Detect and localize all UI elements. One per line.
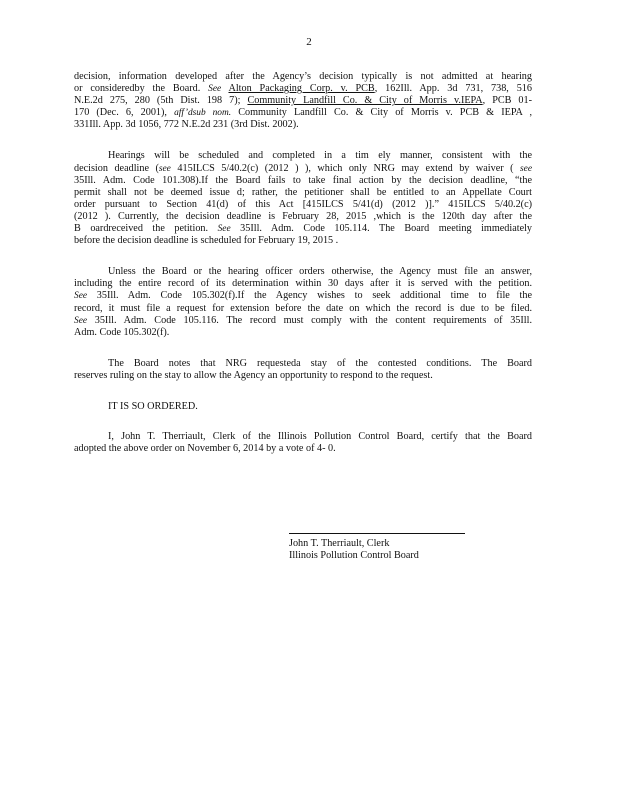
- citation-signal: See: [74, 291, 88, 302]
- text-line: [74, 83, 532, 95]
- text-line: 331Ill. App. 3d 1056, 772 N.E.2d 231 (3rd Dist. 2002).: [74, 119, 299, 131]
- text-line: adopted the above order on November 6, 2014 by a vote of 4- 0.: [74, 443, 336, 455]
- paragraph-agency-answer: [74, 266, 532, 339]
- citation-signal: See: [217, 224, 231, 235]
- text-run: , 162Ill. App. 3d 731, 738, 516: [374, 83, 532, 95]
- text-line: 35Ill. Adm. Code 101.308).If the Board fails to take final action by the decision deadline, “the: [74, 174, 532, 186]
- citation-signal: aff’dsub nom.: [174, 108, 232, 119]
- text-run: Community Landfill Co. & City of Morris v. PCB & IEPA ,: [238, 107, 533, 119]
- paragraph-certification: [74, 431, 532, 455]
- text-line: [74, 107, 532, 119]
- text-line: Hearings will be scheduled and completed in a tim ely manner, consistent with the: [108, 150, 532, 162]
- text-run: 35Ill. Adm. Code 105.116. The record must comply with the content requirements of 35Ill.: [94, 314, 533, 326]
- text-run: 415ILCS 5/40.2(c) (2012 ) ), which only NRG may extend by waiver (: [177, 162, 514, 174]
- text-line: record, it must file a request for extension before the date on which the record is due to be filed.: [74, 302, 532, 314]
- text-run: or consideredby the Board.: [74, 83, 201, 95]
- text-line: decision, information developed after the Agency’s decision typically is not admitted at hearing: [74, 71, 532, 82]
- signatory-organization: Illinois Pollution Control Board: [289, 550, 419, 561]
- citation-signal: see: [520, 163, 533, 174]
- case-name: Community Landfill Co. & City of Morris v.IEPA: [247, 95, 483, 107]
- signature-block: [289, 538, 419, 562]
- text-line: [74, 290, 532, 302]
- paragraph-hearings: [74, 150, 532, 247]
- text-line: I, John T. Therriault, Clerk of the Illinois Pollution Control Board, certify that the Board: [108, 431, 532, 443]
- text-line: [74, 223, 532, 235]
- case-name: Alton Packaging Corp. v. PCB: [228, 83, 375, 95]
- citation-signal: see: [158, 163, 171, 174]
- text-line: before the decision deadline is scheduled for February 19, 2015 .: [74, 235, 339, 247]
- text-line: reserves ruling on the stay to allow the Agency an opportunity to respond to the request.: [74, 369, 433, 381]
- text-run: 170 (Dec. 6, 2001),: [74, 107, 167, 119]
- paragraph-stay: [74, 358, 532, 382]
- text-run: , PCB 01-: [482, 95, 533, 107]
- signatory-name: John T. Therriault, Clerk: [289, 538, 390, 549]
- so-ordered-line: IT IS SO ORDERED.: [108, 400, 198, 412]
- text-run: N.E.2d 275, 280 (5th Dist. 198 7);: [74, 95, 241, 107]
- text-line: The Board notes that NRG requesteda stay of the contested conditions. The Board: [108, 357, 532, 369]
- text-line: including the entire record of its determination within 30 days after it is served with the petition.: [74, 278, 532, 290]
- text-line: [74, 95, 532, 107]
- text-run: 35Ill. Adm. Code 105.302(f).If the Agency wishes to seek additional time to file the: [96, 290, 533, 302]
- text-line: order pursuant to Section 41(d) of this Act [415ILCS 5/41(d) (2012 )].” 415ILCS 5/40.2(c): [74, 198, 532, 210]
- paragraph-record-admission: [74, 71, 532, 131]
- text-run: B oardreceived the petition.: [74, 223, 209, 235]
- text-run: 35Ill. Adm. Code 105.114. The Board meeting immediately: [240, 223, 533, 235]
- text-run: decision deadline (: [74, 162, 159, 174]
- text-line: Adm. Code 105.302(f).: [74, 326, 170, 338]
- text-line: permit shall not be deemed issue d; rather, the petitioner shall be entitled to an Appellate Court: [74, 186, 532, 198]
- text-line: Unless the Board or the hearing officer orders otherwise, the Agency must file an answer,: [108, 266, 532, 278]
- signature-line: [289, 533, 465, 534]
- order-body: [74, 71, 532, 474]
- citation-signal: See: [208, 84, 222, 95]
- text-line: (2012 ). Currently, the decision deadline is February 28, 2015 ,which is the 120th day after the: [74, 210, 532, 222]
- text-line: [74, 163, 532, 175]
- text-line: [74, 315, 532, 327]
- citation-signal: See: [74, 315, 88, 326]
- page-number: 2: [306, 36, 312, 48]
